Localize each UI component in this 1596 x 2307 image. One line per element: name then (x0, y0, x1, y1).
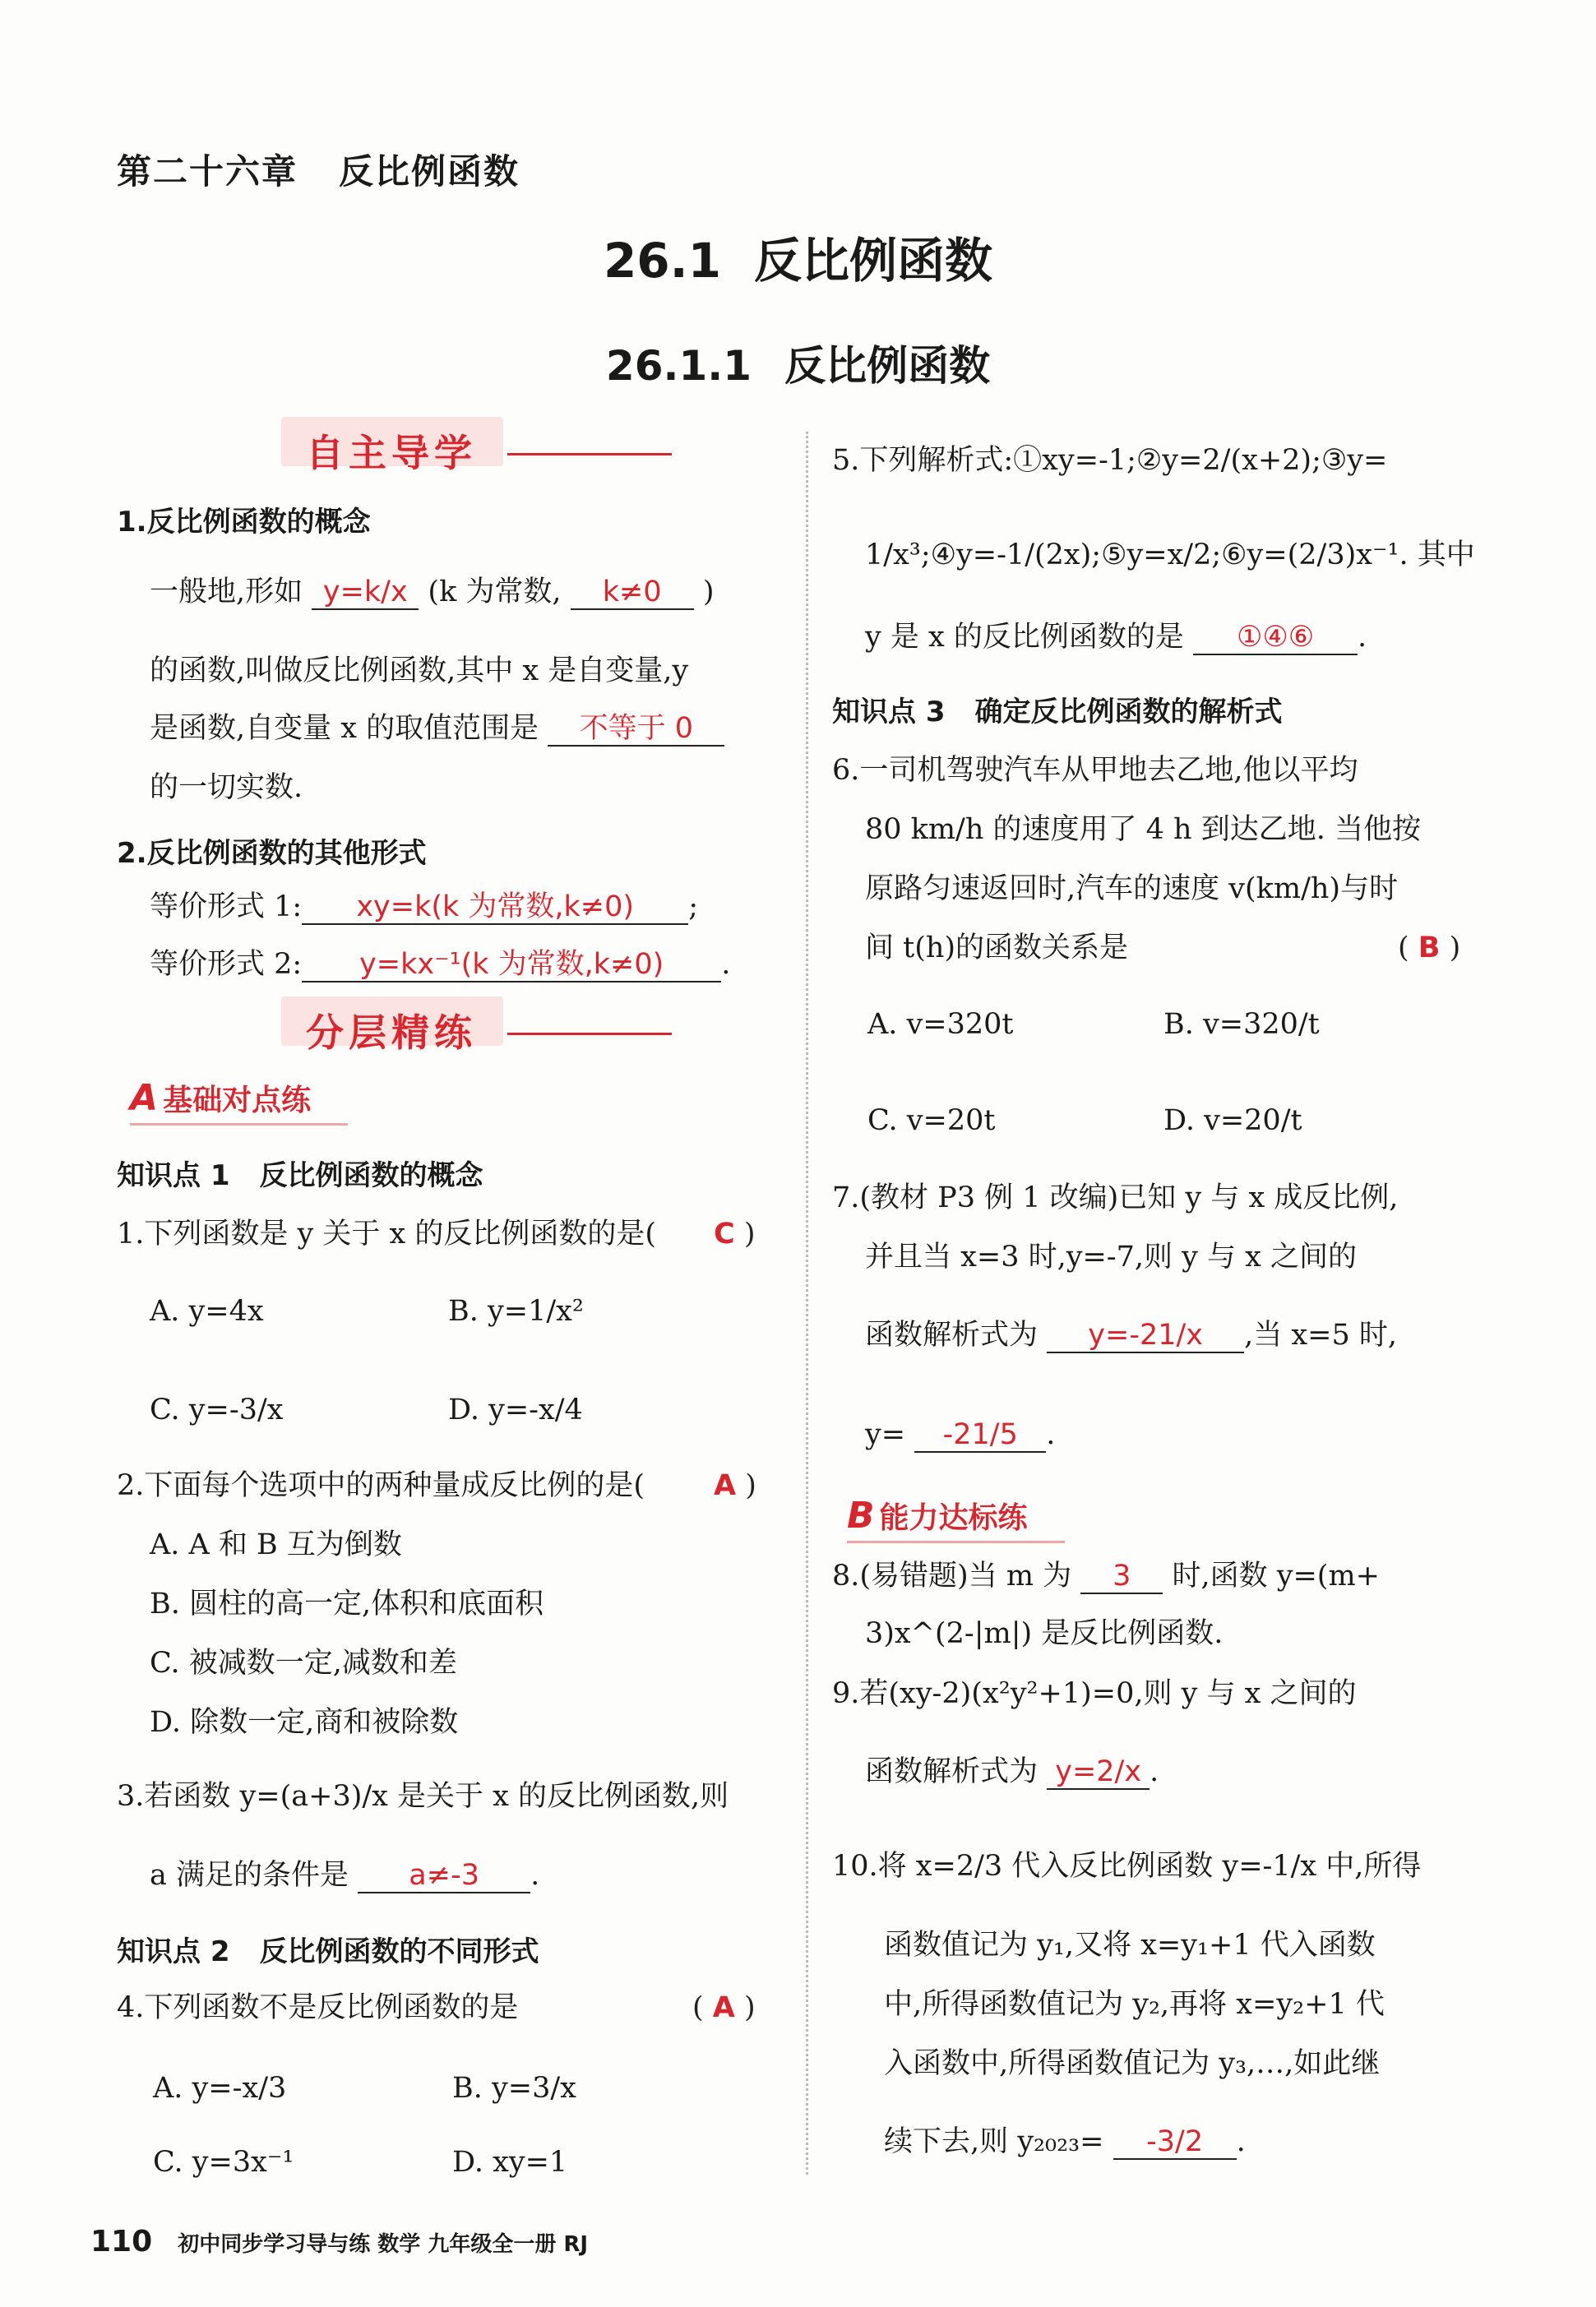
q1-stem: 1.下列函数是 y 关于 x 的反比例函数的是( (117, 1218, 657, 1251)
practice-heading: 分层精练 (306, 1003, 477, 1057)
q2-stem: 2.下面每个选项中的两种量成反比例的是( (117, 1469, 645, 1502)
answer-blank: ①④⑥ (1193, 621, 1358, 655)
q4-answer-paren: ( A ) (692, 1991, 756, 2024)
q2-option-a: A. A 和 B 互为倒数 (150, 1528, 402, 1561)
level-b-heading: B 能力达标练 (847, 1495, 1028, 1537)
s1-line2: 的函数,叫做反比例函数,其中 x 是自变量,y (150, 654, 689, 687)
chapter-label: 第二十六章 (117, 151, 298, 192)
level-a-icon: A (130, 1077, 159, 1119)
subsection-name: 反比例函数 (784, 342, 991, 390)
s1-title: 1.反比例函数的概念 (117, 506, 371, 539)
q1-option-a: A. y=4x (150, 1295, 264, 1328)
q7-line2: 并且当 x=3 时,y=-7,则 y 与 x 之间的 (865, 1241, 1358, 1274)
answer-blank: k≠0 (571, 576, 694, 610)
answer-blank: y=kx⁻¹(k 为常数,k≠0) (302, 948, 721, 982)
q6-line1: 6.一司机驾驶汽车从甲地去乙地,他以平均 (832, 754, 1358, 787)
subsection-number: 26.1.1 (605, 342, 752, 390)
chapter-title: 反比例函数 (339, 151, 520, 192)
q6-line4: 间 t(h)的函数关系是 (865, 932, 1129, 964)
answer-blank: 3 (1080, 1560, 1163, 1594)
q5-line1: 5.下列解析式:①xy=-1;②y=2/(x+2);③y= (832, 444, 1388, 477)
self-study-heading: 自主导学 (306, 423, 477, 478)
book-title: 初中同步学习导与练 数学 九年级全一册 RJ (178, 2232, 589, 2257)
q6-option-d: D. v=20/t (1163, 1104, 1302, 1137)
q1-option-b: B. y=1/x² (448, 1295, 584, 1328)
kp2-heading: 知识点 2 反比例函数的不同形式 (117, 1935, 539, 1968)
answer-blank: y=2/x (1047, 1755, 1150, 1790)
q5-line2: 1/x³;④y=-1/(2x);⑤y=x/2;⑥y=(2/3)x⁻¹. 其中 (865, 539, 1475, 571)
subsection-title (0, 333, 1596, 392)
kp3-heading: 知识点 3 确定反比例函数的解析式 (832, 696, 1283, 728)
q1-answer-paren: C ) (714, 1218, 756, 1251)
column-divider (806, 432, 808, 2175)
q2-option-c: C. 被减数一定,减数和差 (150, 1647, 457, 1680)
q6-line2: 80 km/h 的速度用了 4 h 到达乙地. 当他按 (865, 813, 1421, 846)
q7-line1: 7.(教材 P3 例 1 改编)已知 y 与 x 成反比例, (832, 1181, 1399, 1214)
s1-line3: 是函数,自变量 x 的取值范围是 不等于 0 (150, 712, 724, 747)
q8-line2: 3)x^(2-|m|) 是反比例函数. (865, 1617, 1224, 1650)
section-number: 26.1 (603, 233, 722, 289)
q10-line4: 入函数中,所得函数值记为 y₃,…,如此继 (884, 2047, 1381, 2080)
s2-line1: 等价形式 1: xy=k(k 为常数,k≠0) ; (150, 890, 698, 923)
q7-line3: 函数解析式为 y=-21/x ,当 x=5 时, (865, 1319, 1397, 1352)
s1-line4: 的一切实数. (150, 771, 303, 804)
page-number: 110 (90, 2225, 153, 2258)
q9-line2: 函数解析式为 y=2/x . (865, 1755, 1159, 1788)
q6-option-c: C. v=20t (867, 1104, 996, 1137)
answer-blank: 不等于 0 (548, 712, 724, 747)
q3-line2: a 满足的条件是 a≠-3 . (150, 1859, 540, 1892)
q6-option-b: B. v=320/t (1163, 1008, 1320, 1041)
q9-line1: 9.若(xy-2)(x²y²+1)=0,则 y 与 x 之间的 (832, 1677, 1357, 1710)
level-b-icon: B (847, 1495, 875, 1537)
q8-line1: 8.(易错题)当 m 为 3 时,函数 y=(m+ (832, 1560, 1380, 1593)
q4-option-b: B. y=3/x (452, 2072, 576, 2105)
answer-blank: -3/2 (1113, 2125, 1237, 2160)
s2-title: 2.反比例函数的其他形式 (117, 837, 427, 870)
q2-option-d: D. 除数一定,商和被除数 (150, 1706, 459, 1739)
q7-line4: y= -21/5 . (865, 1418, 1056, 1451)
q6-line3: 原路匀速返回时,汽车的速度 v(km/h)与时 (865, 872, 1399, 905)
q10-line3: 中,所得函数值记为 y₂,再将 x=y₂+1 代 (884, 1988, 1385, 2021)
s1-line1: 一般地,形如 y=k/x (k 为常数, k≠0 ) (150, 576, 715, 608)
q10-line5: 续下去,则 y₂₀₂₃= -3/2 . (884, 2125, 1246, 2158)
s2-line2: 等价形式 2: y=kx⁻¹(k 为常数,k≠0) . (150, 948, 731, 981)
q2-option-b: B. 圆柱的高一定,体积和底面积 (150, 1588, 544, 1620)
q4-option-a: A. y=-x/3 (153, 2072, 287, 2105)
q6-option-a: A. v=320t (867, 1008, 1014, 1041)
q4-option-d: D. xy=1 (452, 2146, 568, 2179)
level-a-heading: A 基础对点练 (130, 1077, 312, 1119)
q10-line2: 函数值记为 y₁,又将 x=y₁+1 代入函数 (884, 1929, 1376, 1962)
q6-answer-paren: ( B ) (1398, 932, 1461, 964)
page-footer (90, 2225, 588, 2258)
q2-answer-paren: A ) (714, 1469, 756, 1502)
q3-line1: 3.若函数 y=(a+3)/x 是关于 x 的反比例函数,则 (117, 1780, 729, 1813)
answer-blank: y=k/x (312, 576, 419, 610)
answer-blank: a≠-3 (358, 1859, 530, 1893)
q5-line3: y 是 x 的反比例函数的是 ①④⑥ . (865, 621, 1367, 654)
answer-blank: y=-21/x (1047, 1319, 1244, 1353)
kp1-heading: 知识点 1 反比例函数的概念 (117, 1159, 483, 1192)
q10-line1: 10.将 x=2/3 代入反比例函数 y=-1/x 中,所得 (832, 1850, 1422, 1883)
q1-option-c: C. y=-3/x (150, 1394, 284, 1426)
answer-blank: xy=k(k 为常数,k≠0) (302, 890, 688, 925)
section-title (0, 222, 1596, 291)
q1-option-d: D. y=-x/4 (448, 1394, 583, 1426)
answer-blank: -21/5 (914, 1418, 1046, 1453)
q4-option-c: C. y=3x⁻¹ (153, 2146, 294, 2179)
chapter-header (117, 145, 520, 194)
section-name: 反比例函数 (754, 233, 993, 289)
q4-stem: 4.下列函数不是反比例函数的是 (117, 1991, 519, 2024)
